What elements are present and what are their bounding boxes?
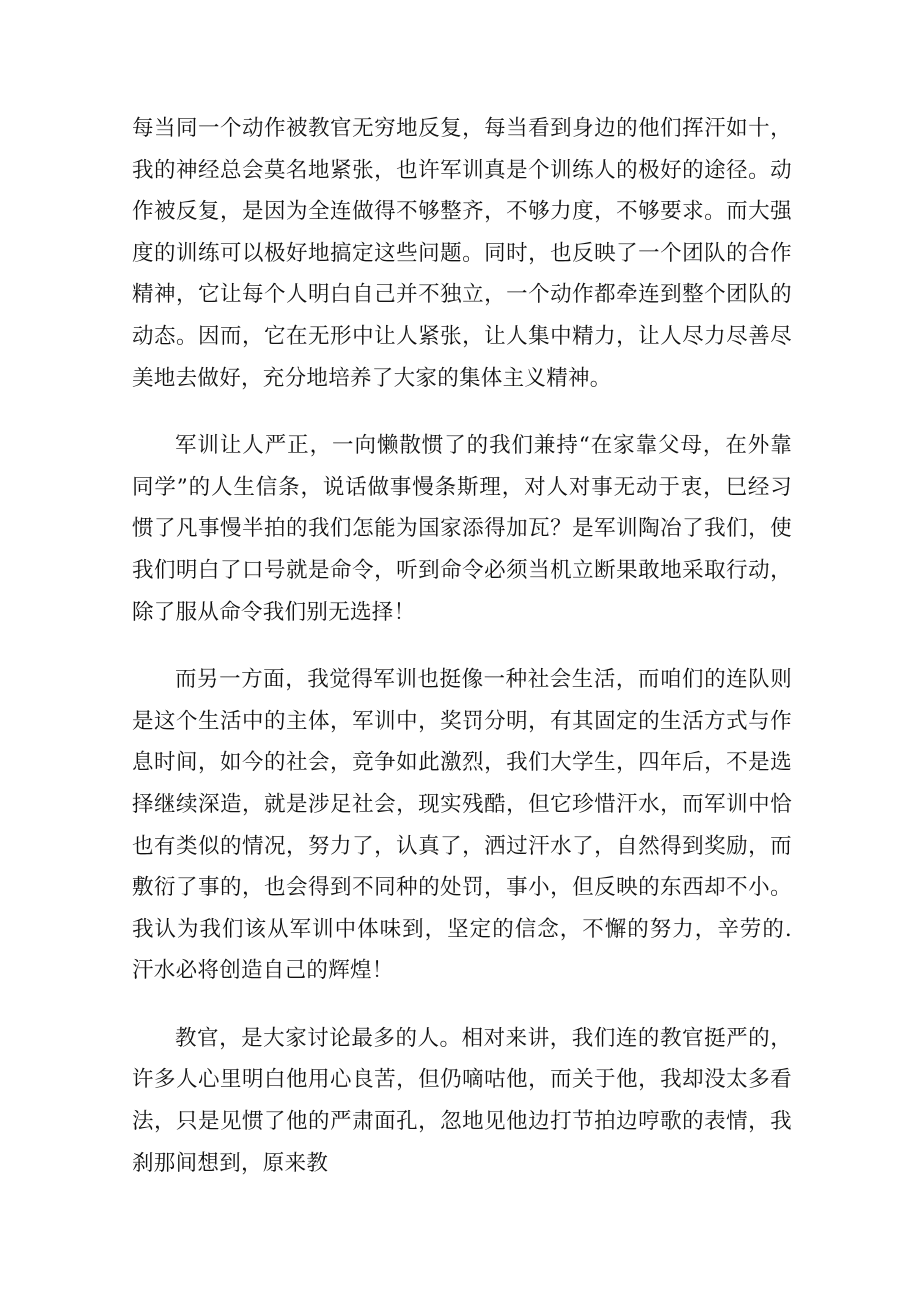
paragraph-1: 每当同一个动作被教官无穷地反复，每当看到身边的他们挥汗如十，我的神经总会莫名地紧张，也许军训真是个训练人的极好的途径。动作被反复，是因为全连做得不够整齐，不够力度，不够要求。而大强度的训练可以极好地搞定这些问题。同时，也反映了一个团队的合作精神，它让每个人明白自己并不独立，一个动作都牵连到整个团队的动态。因而，它在无形中让人紧张，让人集中精力，让人尽力尽善尽美地去做好，充分地培养了大家的集体主义精神。: [132, 116, 792, 391]
paragraph-4: 教官，是大家讨论最多的人。相对来讲，我们连的教官挺严的，许多人心里明白他用心良苦，但仍嘀咕他，而关于他，我却没太多看法，只是见惯了他的严肃面孔，忽地见他边打节拍边哼歌的表情，我刹那间想到，原来教: [132, 1025, 792, 1176]
paragraph-2: 军训让人严正，一向懒散惯了的我们兼持“在家靠父母，在外靠同学”的人生信条，说话做事慢条斯理，对人对事无动于衷，巳经习惯了凡事慢半拍的我们怎能为国家添得加瓦？是军训陶冶了我们，使我们明白了口号就是命令，听到命令必须当机立断果敢地采取行动，除了服从命令我们别无选择！: [132, 433, 792, 625]
paragraph-3: 而另一方面，我觉得军训也挺像一种社会生活，而咱们的连队则是这个生活中的主体，军训中，奖罚分明，有其固定的生活方式与作息时间，如今的社会，竞争如此激烈，我们大学生，四年后，不是选择继续深造，就是涉足社会，现实残酷，但它珍惜汗水，而军训中恰也有类似的情况，努力了，认真了，洒过汗水了，自然得到奖励，而敷衍了事的，也会得到不同种的处罚，事小，但反映的东西却不小。我认为我们该从军训中体味到，坚定的信念，不懈的努力，辛劳的.汗水必将创造自己的辉煌！: [132, 667, 792, 984]
document-body: [132, 108, 792, 1184]
